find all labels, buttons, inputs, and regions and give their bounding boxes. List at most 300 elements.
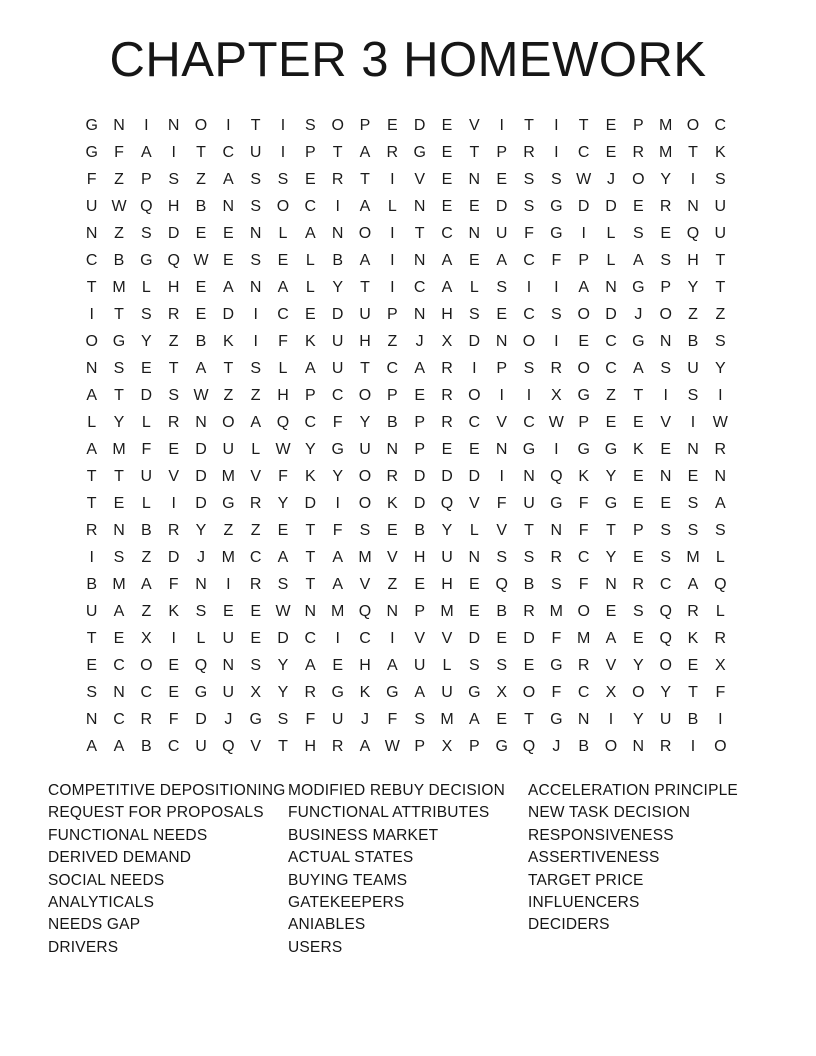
grid-letter-r12c5: N xyxy=(195,413,207,431)
grid-letter-r21c21: Y xyxy=(632,656,644,674)
grid-letter-r7c6: A xyxy=(222,278,234,296)
grid-letter-r21c12: A xyxy=(386,656,398,674)
grid-letter-r2c15: T xyxy=(469,143,480,161)
grid-letter-r9c24: S xyxy=(714,332,726,350)
grid-letter-r14c11: O xyxy=(358,467,372,485)
grid-letter-r7c20: N xyxy=(605,278,617,296)
word-item: NEEDS GAP xyxy=(48,916,141,934)
grid-letter-r6c6: E xyxy=(222,251,234,269)
grid-letter-r8c22: O xyxy=(659,305,672,323)
grid-letter-r14c14: D xyxy=(441,467,453,485)
grid-letter-r8c15: S xyxy=(468,305,480,323)
grid-letter-r14c2: T xyxy=(114,467,124,485)
word-item: TARGET PRICE xyxy=(528,871,644,889)
grid-letter-r11c4: S xyxy=(168,386,179,404)
grid-letter-r1c18: I xyxy=(554,116,559,134)
grid-letter-r10c11: T xyxy=(360,359,370,377)
grid-letter-r22c22: Y xyxy=(660,683,671,701)
grid-letter-r13c4: E xyxy=(168,440,179,458)
grid-letter-r7c23: Y xyxy=(687,278,699,296)
grid-letter-r24c19: B xyxy=(578,737,589,755)
grid-letter-r18c2: M xyxy=(112,575,126,593)
word-item: FUNCTIONAL ATTRIBUTES xyxy=(288,804,490,822)
grid-letter-r17c10: A xyxy=(332,548,343,566)
grid-letter-r8c4: R xyxy=(167,305,180,323)
grid-letter-r16c8: E xyxy=(277,521,289,539)
grid-letter-r16c5: Y xyxy=(195,521,207,539)
grid-letter-r10c8: L xyxy=(278,359,288,377)
grid-letter-r18c4: F xyxy=(168,575,179,593)
grid-letter-r9c14: X xyxy=(441,332,453,350)
grid-letter-r5c8: L xyxy=(278,224,288,242)
grid-letter-r17c4: D xyxy=(167,548,180,566)
grid-letter-r2c19: C xyxy=(577,143,590,161)
grid-letter-r17c18: R xyxy=(550,548,563,566)
grid-letter-r12c24: W xyxy=(712,413,728,431)
grid-letter-r4c14: E xyxy=(441,197,453,215)
grid-letter-r14c21: E xyxy=(632,467,644,485)
grid-letter-r24c22: R xyxy=(659,737,672,755)
grid-letter-r16c19: F xyxy=(578,521,589,539)
grid-letter-r18c17: B xyxy=(523,575,535,593)
grid-letter-r3c19: W xyxy=(576,170,592,188)
grid-letter-r14c17: N xyxy=(523,467,535,485)
grid-letter-r10c23: U xyxy=(687,359,699,377)
grid-letter-r17c7: C xyxy=(249,548,262,566)
grid-letter-r13c5: D xyxy=(195,440,207,458)
grid-letter-r2c9: P xyxy=(304,143,316,161)
grid-letter-r3c15: N xyxy=(468,170,481,188)
grid-letter-r10c21: A xyxy=(632,359,644,377)
grid-letter-r14c13: D xyxy=(413,467,426,485)
grid-letter-r11c17: I xyxy=(526,386,532,404)
grid-letter-r10c1: N xyxy=(85,359,98,377)
grid-letter-r18c18: S xyxy=(550,575,562,593)
grid-letter-r21c9: A xyxy=(304,656,316,674)
grid-letter-r3c11: T xyxy=(360,170,370,188)
grid-letter-r5c12: I xyxy=(390,224,395,242)
grid-letter-r16c6: Z xyxy=(223,521,234,539)
grid-letter-r23c8: S xyxy=(277,710,289,728)
grid-letter-r18c24: Q xyxy=(714,575,727,593)
grid-letter-r20c17: D xyxy=(523,629,535,647)
grid-letter-r16c17: T xyxy=(524,521,534,539)
grid-letter-r9c13: J xyxy=(415,332,424,350)
grid-letter-r17c23: M xyxy=(686,548,700,566)
grid-letter-r10c13: A xyxy=(414,359,425,377)
grid-letter-r12c6: O xyxy=(222,413,235,431)
grid-letter-r15c13: D xyxy=(413,494,426,512)
grid-letter-r3c23: I xyxy=(690,170,696,188)
grid-letter-r3c9: E xyxy=(304,170,316,188)
grid-letter-r3c3: P xyxy=(140,170,152,188)
grid-letter-r7c9: L xyxy=(305,278,315,296)
grid-letter-r5c9: A xyxy=(304,224,316,242)
grid-letter-r8c16: E xyxy=(496,305,507,323)
grid-letter-r9c23: B xyxy=(687,332,699,350)
grid-letter-r22c2: N xyxy=(113,683,125,701)
grid-letter-r21c10: E xyxy=(332,656,343,674)
grid-letter-r5c20: L xyxy=(606,224,616,242)
grid-letter-r21c22: O xyxy=(659,656,672,674)
grid-letter-r2c11: A xyxy=(359,143,371,161)
grid-letter-r11c3: D xyxy=(140,386,153,404)
grid-letter-r18c8: S xyxy=(277,575,289,593)
grid-letter-r24c5: U xyxy=(195,737,207,755)
grid-letter-r19c23: R xyxy=(687,602,699,620)
word-item: ANALYTICALS xyxy=(48,894,155,912)
grid-letter-r1c15: V xyxy=(468,116,480,134)
grid-letter-r1c22: M xyxy=(659,116,673,134)
grid-letter-r6c18: F xyxy=(551,251,562,269)
grid-letter-r14c19: K xyxy=(578,467,589,485)
grid-letter-r18c3: A xyxy=(140,575,152,593)
grid-letter-r15c9: D xyxy=(304,494,317,512)
grid-letter-r1c11: P xyxy=(359,116,371,134)
word-item: DRIVERS xyxy=(48,938,119,956)
grid-letter-r18c9: T xyxy=(305,575,316,593)
grid-letter-r8c20: D xyxy=(605,305,617,323)
grid-letter-r18c23: A xyxy=(687,575,699,593)
grid-letter-r9c11: H xyxy=(359,332,371,350)
grid-letter-r3c8: S xyxy=(277,170,289,188)
grid-letter-r20c22: Q xyxy=(659,629,672,647)
grid-letter-r8c19: O xyxy=(577,305,590,323)
grid-letter-r4c5: B xyxy=(195,197,207,215)
grid-letter-r6c20: L xyxy=(606,251,616,269)
grid-letter-r2c8: I xyxy=(280,143,286,161)
grid-letter-r7c5: E xyxy=(195,278,207,296)
grid-letter-r19c6: E xyxy=(222,602,234,620)
grid-letter-r5c13: T xyxy=(414,224,425,242)
grid-letter-r17c22: S xyxy=(660,548,671,566)
grid-letter-r10c14: R xyxy=(441,359,453,377)
grid-letter-r12c18: W xyxy=(548,413,564,431)
grid-letter-r4c24: U xyxy=(714,197,727,215)
grid-letter-r13c6: U xyxy=(222,440,235,458)
grid-letter-r2c16: P xyxy=(496,143,507,161)
grid-letter-r16c13: B xyxy=(414,521,425,539)
grid-letter-r19c13: P xyxy=(414,602,425,620)
grid-letter-r23c4: F xyxy=(168,710,179,728)
grid-letter-r22c14: U xyxy=(441,683,453,701)
grid-letter-r24c9: H xyxy=(304,737,317,755)
grid-letter-r23c6: J xyxy=(224,710,233,728)
grid-letter-r10c19: O xyxy=(577,359,590,377)
grid-letter-r3c7: S xyxy=(250,170,261,188)
grid-letter-r18c15: E xyxy=(468,575,480,593)
grid-letter-r24c3: B xyxy=(140,737,152,755)
grid-letter-r4c17: S xyxy=(523,197,535,215)
grid-letter-r16c12: E xyxy=(386,521,398,539)
grid-letter-r17c5: J xyxy=(196,548,205,566)
grid-letter-r13c13: P xyxy=(414,440,425,458)
grid-letter-r23c21: Y xyxy=(632,710,644,728)
grid-letter-r9c5: B xyxy=(195,332,207,350)
grid-letter-r13c9: Y xyxy=(304,440,316,458)
grid-letter-r4c15: E xyxy=(468,197,480,215)
grid-letter-r17c1: I xyxy=(89,548,94,566)
grid-letter-r11c19: G xyxy=(577,386,590,404)
grid-letter-r5c10: N xyxy=(331,224,344,242)
grid-letter-r22c9: R xyxy=(304,683,317,701)
grid-letter-r8c12: P xyxy=(386,305,398,323)
grid-letter-r19c2: A xyxy=(113,602,125,620)
grid-letter-r23c14: M xyxy=(440,710,454,728)
grid-letter-r12c9: C xyxy=(304,413,317,431)
grid-letter-r3c24: S xyxy=(714,170,726,188)
grid-letter-r2c21: R xyxy=(632,143,645,161)
grid-letter-r14c9: K xyxy=(304,467,316,485)
grid-letter-r21c5: Q xyxy=(194,656,208,674)
grid-letter-r16c16: V xyxy=(496,521,507,539)
grid-letter-r7c22: P xyxy=(660,278,671,296)
grid-letter-r18c21: R xyxy=(632,575,645,593)
grid-letter-r4c16: D xyxy=(495,197,508,215)
grid-letter-r22c10: G xyxy=(331,683,344,701)
grid-letter-r10c3: E xyxy=(140,359,152,377)
grid-letter-r10c5: A xyxy=(195,359,207,377)
grid-letter-r5c18: G xyxy=(550,224,563,242)
grid-letter-r4c2: W xyxy=(111,197,127,215)
grid-letter-r7c3: L xyxy=(141,278,151,296)
grid-letter-r3c5: Z xyxy=(196,170,206,188)
grid-letter-r24c1: A xyxy=(86,737,97,755)
grid-letter-r19c21: S xyxy=(632,602,644,620)
grid-letter-r22c1: S xyxy=(86,683,97,701)
grid-letter-r11c9: P xyxy=(304,386,316,404)
grid-letter-r3c1: F xyxy=(86,170,97,188)
grid-letter-r14c15: D xyxy=(468,467,481,485)
grid-letter-r22c11: K xyxy=(359,683,371,701)
grid-letter-r19c15: E xyxy=(468,602,480,620)
grid-letter-r18c16: Q xyxy=(495,575,508,593)
grid-letter-r18c7: R xyxy=(249,575,262,593)
grid-letter-r9c3: Y xyxy=(140,332,152,350)
grid-letter-r13c14: E xyxy=(441,440,453,458)
grid-letter-r17c8: A xyxy=(277,548,289,566)
grid-letter-r10c18: R xyxy=(550,359,563,377)
grid-letter-r12c22: V xyxy=(660,413,671,431)
grid-letter-r22c17: O xyxy=(522,683,536,701)
grid-letter-r5c22: E xyxy=(660,224,671,242)
word-item: MODIFIED REBUY DECISION xyxy=(288,782,506,799)
grid-letter-r23c12: F xyxy=(387,710,398,728)
grid-letter-r22c3: C xyxy=(140,683,153,701)
grid-letter-r17c15: N xyxy=(468,548,481,566)
grid-letter-r4c22: R xyxy=(659,197,672,215)
grid-letter-r13c19: G xyxy=(577,440,590,458)
grid-letter-r21c15: S xyxy=(468,656,480,674)
grid-letter-r16c15: L xyxy=(469,521,479,539)
grid-letter-r8c13: N xyxy=(413,305,426,323)
grid-letter-r23c1: N xyxy=(85,710,98,728)
grid-letter-r8c24: Z xyxy=(715,305,726,323)
word-list-column-1 xyxy=(48,780,288,959)
grid-letter-r15c22: E xyxy=(660,494,671,512)
grid-letter-r13c16: N xyxy=(495,440,508,458)
grid-letter-r15c4: I xyxy=(171,494,176,512)
grid-letter-r21c7: S xyxy=(250,656,261,674)
grid-letter-r4c23: N xyxy=(687,197,699,215)
grid-letter-r20c20: A xyxy=(605,629,617,647)
grid-letter-r8c9: E xyxy=(304,305,316,323)
grid-letter-r13c12: N xyxy=(386,440,399,458)
grid-letter-r15c7: R xyxy=(249,494,262,512)
grid-letter-r23c18: G xyxy=(550,710,563,728)
grid-letter-r15c24: A xyxy=(714,494,726,512)
grid-letter-r10c22: S xyxy=(660,359,671,377)
grid-letter-r5c14: C xyxy=(441,224,453,242)
grid-letter-r22c18: F xyxy=(551,683,562,701)
grid-letter-r22c13: A xyxy=(414,683,425,701)
grid-letter-r24c23: I xyxy=(690,737,696,755)
grid-letter-r19c14: M xyxy=(440,602,454,620)
grid-letter-r1c21: P xyxy=(632,116,644,134)
grid-letter-r13c23: N xyxy=(687,440,699,458)
grid-letter-r19c4: K xyxy=(168,602,179,620)
grid-letter-r3c22: Y xyxy=(660,170,671,188)
grid-letter-r3c18: S xyxy=(550,170,562,188)
grid-letter-r7c15: L xyxy=(469,278,479,296)
grid-letter-r24c16: G xyxy=(495,737,508,755)
grid-letter-r1c16: I xyxy=(499,116,504,134)
grid-letter-r1c6: I xyxy=(226,116,231,134)
grid-letter-r3c14: E xyxy=(441,170,453,188)
grid-letter-r3c16: E xyxy=(496,170,507,188)
grid-letter-r16c4: R xyxy=(167,521,180,539)
grid-letter-r13c15: E xyxy=(468,440,480,458)
grid-letter-r18c10: A xyxy=(332,575,343,593)
grid-letter-r9c17: O xyxy=(522,332,536,350)
grid-letter-r23c2: C xyxy=(113,710,125,728)
grid-letter-r20c19: M xyxy=(577,629,591,647)
grid-letter-r8c11: U xyxy=(359,305,371,323)
grid-letter-r17c6: M xyxy=(221,548,235,566)
grid-letter-r24c14: X xyxy=(441,737,453,755)
grid-letter-r21c16: S xyxy=(496,656,507,674)
grid-letter-r17c17: S xyxy=(523,548,535,566)
grid-letter-r15c8: Y xyxy=(277,494,289,512)
grid-letter-r9c16: N xyxy=(495,332,508,350)
grid-letter-r19c1: U xyxy=(85,602,98,620)
grid-letter-r20c10: I xyxy=(335,629,340,647)
grid-letter-r24c8: T xyxy=(278,737,288,755)
grid-letter-r4c6: N xyxy=(222,197,235,215)
grid-letter-r23c23: B xyxy=(687,710,699,728)
grid-letter-r11c20: Z xyxy=(606,386,616,404)
grid-letter-r1c8: I xyxy=(280,116,286,134)
word-list xyxy=(48,780,770,959)
grid-letter-r20c23: K xyxy=(687,629,699,647)
grid-letter-r20c13: V xyxy=(414,629,425,647)
grid-letter-r17c16: S xyxy=(496,548,507,566)
grid-letter-r18c6: I xyxy=(226,575,231,593)
grid-letter-r14c8: F xyxy=(278,467,288,485)
grid-letter-r22c15: G xyxy=(468,683,481,701)
grid-letter-r11c6: Z xyxy=(223,386,234,404)
grid-letter-r12c10: F xyxy=(332,413,343,431)
grid-letter-r12c4: R xyxy=(167,413,180,431)
grid-letter-r11c1: A xyxy=(86,386,97,404)
grid-letter-r5c6: E xyxy=(222,224,234,242)
grid-letter-r8c14: H xyxy=(441,305,453,323)
grid-letter-r20c6: U xyxy=(222,629,235,647)
grid-letter-r6c11: A xyxy=(359,251,371,269)
grid-letter-r6c7: S xyxy=(250,251,261,269)
grid-letter-r23c10: U xyxy=(331,710,344,728)
grid-letter-r5c19: I xyxy=(581,224,586,242)
grid-letter-r6c9: L xyxy=(305,251,315,269)
grid-letter-r21c6: N xyxy=(222,656,235,674)
grid-letter-r14c1: T xyxy=(86,467,97,485)
grid-letter-r8c7: I xyxy=(253,305,258,323)
grid-letter-r7c17: I xyxy=(526,278,532,296)
grid-letter-r4c12: L xyxy=(387,197,397,215)
grid-letter-r14c24: N xyxy=(714,467,727,485)
grid-letter-r13c3: F xyxy=(141,440,152,458)
grid-letter-r23c11: J xyxy=(360,710,369,728)
word-item: USERS xyxy=(288,938,343,956)
grid-letter-r5c11: O xyxy=(358,224,372,242)
grid-letter-r24c21: N xyxy=(632,737,645,755)
grid-letter-r16c24: S xyxy=(714,521,726,539)
grid-letter-r19c7: E xyxy=(250,602,261,620)
grid-letter-r2c2: F xyxy=(114,143,124,161)
grid-letter-r8c2: T xyxy=(114,305,124,323)
word-item: DECIDERS xyxy=(528,916,610,934)
grid-letter-r24c6: Q xyxy=(222,737,235,755)
grid-letter-r7c18: I xyxy=(554,278,559,296)
grid-letter-r22c20: X xyxy=(605,683,617,701)
grid-letter-r2c6: C xyxy=(222,143,235,161)
grid-letter-r19c9: N xyxy=(304,602,317,620)
grid-letter-r13c17: G xyxy=(522,440,536,458)
grid-letter-r18c5: N xyxy=(195,575,207,593)
grid-letter-r14c22: N xyxy=(659,467,672,485)
grid-letter-r1c14: E xyxy=(441,116,453,134)
grid-letter-r21c3: O xyxy=(140,656,153,674)
grid-letter-r15c6: G xyxy=(222,494,235,512)
grid-letter-r19c20: E xyxy=(605,602,617,620)
grid-letter-r8c18: S xyxy=(550,305,562,323)
grid-letter-r16c7: Z xyxy=(250,521,261,539)
grid-letter-r23c5: D xyxy=(195,710,207,728)
grid-letter-r20c7: E xyxy=(250,629,261,647)
grid-letter-r15c3: L xyxy=(141,494,151,512)
grid-letter-r21c13: U xyxy=(413,656,426,674)
grid-letter-r11c11: O xyxy=(358,386,372,404)
grid-letter-r12c15: C xyxy=(468,413,481,431)
grid-letter-r16c14: Y xyxy=(441,521,453,539)
grid-letter-r2c14: E xyxy=(441,143,453,161)
grid-letter-r15c16: F xyxy=(496,494,507,512)
grid-letter-r11c24: I xyxy=(718,386,723,404)
grid-letter-r24c11: A xyxy=(359,737,371,755)
grid-letter-r14c23: E xyxy=(687,467,699,485)
grid-letter-r6c24: T xyxy=(715,251,726,269)
grid-letter-r2c18: I xyxy=(554,143,559,161)
grid-letter-r19c11: Q xyxy=(358,602,372,620)
grid-letter-r1c5: O xyxy=(194,116,208,134)
grid-letter-r21c1: E xyxy=(86,656,97,674)
grid-letter-r4c8: O xyxy=(276,197,290,215)
grid-letter-r12c11: Y xyxy=(359,413,371,431)
grid-letter-r10c17: S xyxy=(523,359,535,377)
grid-letter-r19c12: N xyxy=(386,602,399,620)
grid-letter-r22c7: X xyxy=(250,683,261,701)
word-list-column-3 xyxy=(528,780,768,959)
